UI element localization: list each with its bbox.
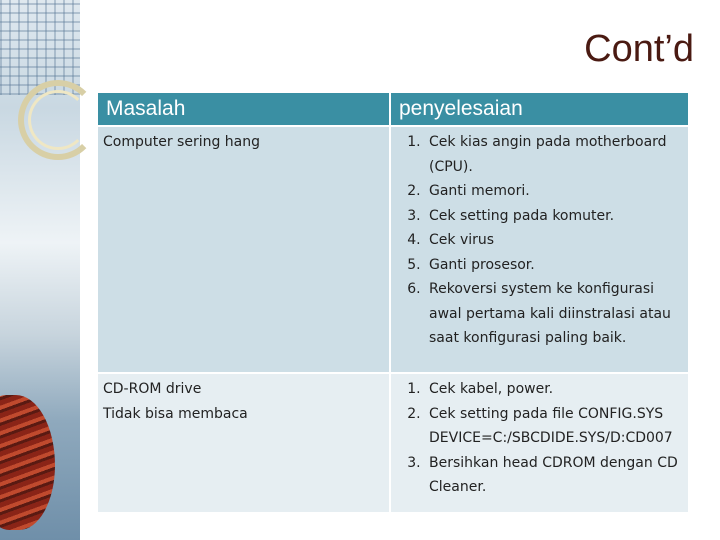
header-penyelesaian: penyelesaian	[391, 93, 688, 125]
header-masalah: Masalah	[98, 93, 389, 125]
decorative-ring-inner	[28, 90, 88, 150]
list-item: 5. Ganti prosesor.	[425, 253, 683, 278]
list-item: 1. Cek kias angin pada motherboard (CPU).	[425, 130, 683, 179]
problem-text: Computer sering hang	[103, 134, 261, 150]
list-item: 3. Bersihkan head CDROM dengan CD Cleaner.	[425, 451, 683, 500]
problem-solution-table	[96, 91, 690, 514]
table-row	[98, 127, 688, 372]
table-row	[98, 374, 688, 512]
table-header-row	[98, 93, 688, 125]
problem-text: Tidak bisa membaca	[103, 405, 248, 422]
solution-cell	[391, 127, 688, 372]
list-item: 3. Cek setting pada komuter.	[425, 204, 683, 229]
list-item: 6. Rekoversi system ke konfigurasi awal pertama kali diinstralasi atau saat konfigurasi paling baik.	[425, 277, 683, 351]
problem-cell	[98, 374, 389, 512]
list-item: 2. Ganti memori.	[425, 179, 683, 204]
problem-cell	[98, 127, 389, 372]
solution-cell	[391, 374, 688, 512]
solution-list	[396, 377, 683, 500]
problem-text: CD-ROM drive	[103, 381, 202, 397]
list-item: 2. Cek setting pada file CONFIG.SYS DEVICE=C:/SBCDIDE.SYS/D:CD007	[425, 402, 683, 451]
list-item: 1. Cek kabel, power.	[425, 377, 683, 402]
list-item: 4. Cek virus	[425, 228, 683, 253]
slide-title: Cont’d	[584, 28, 694, 70]
solution-list	[396, 130, 683, 351]
